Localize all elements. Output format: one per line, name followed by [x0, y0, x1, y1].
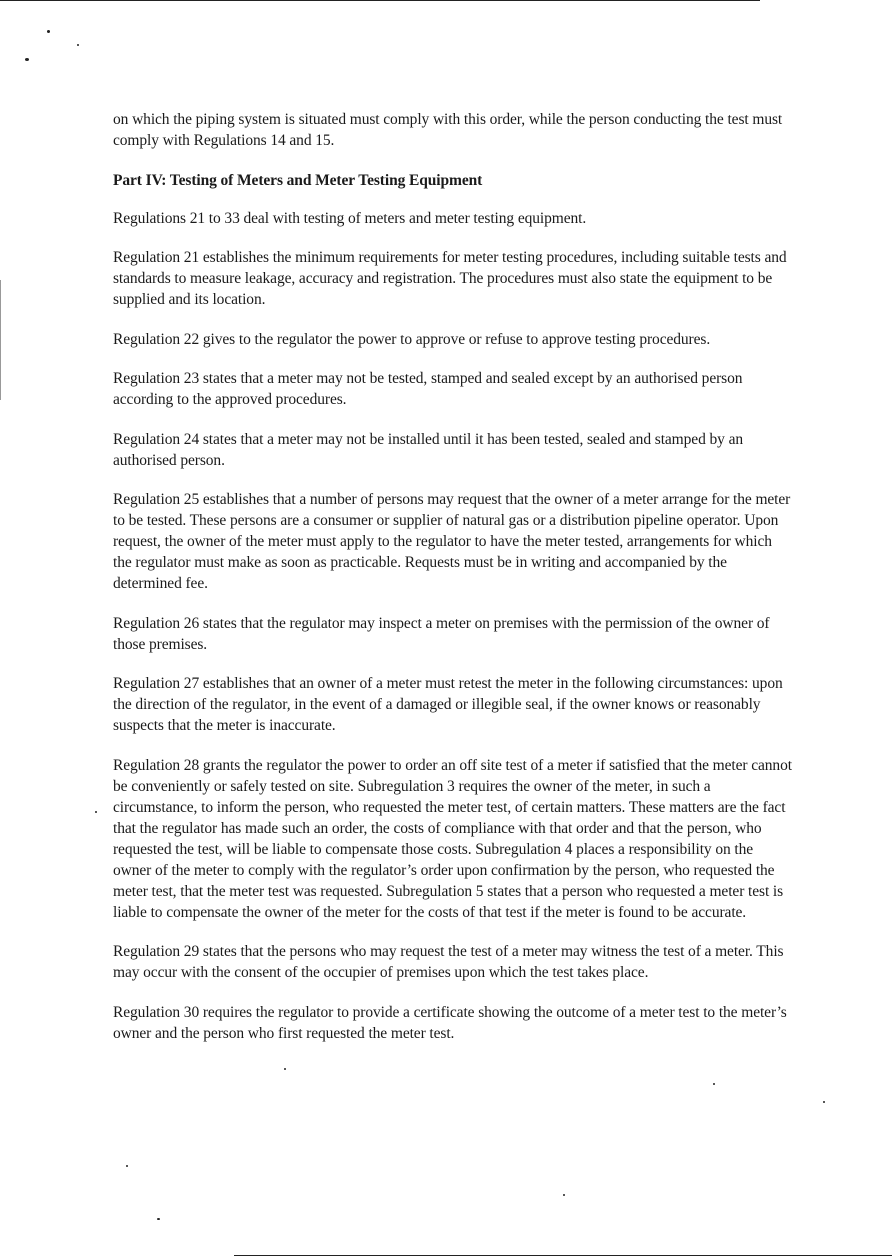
scan-speck	[25, 58, 29, 61]
paragraph-regulations-21-33: Regulations 21 to 33 deal with testing of meters and meter testing equipment.	[113, 209, 587, 227]
paragraph-regulation-30: Regulation 30 requires the regulator to provide a certificate showing the outcome of a meter test to the meter’s owner and the person who first requested the meter test.	[113, 1003, 787, 1042]
paragraph-regulation-28: Regulation 28 grants the regulator the power to order an off site test of a meter if satisfied that the meter cannot be conveniently or safely tested on site. Subregulation 3 requires the owner of the meter, in such a circumstance, to inform the person, who requested the meter test, of certain matters. These matters are the fact that the regulator has made such an order, the costs of compliance with that order and that the person, who requested the test, will be liable to compensate those costs. Subregulation 4 places a responsibility on the owner of the meter to comply with the regulator’s order upon confirmation by the person, who requested the meter test, that the meter test was requested. Subregulation 5 states that a person who requested a meter test is liable to compensate the owner of the meter for the costs of that test if the meter is found to be accurate.	[113, 756, 792, 921]
scan-speck	[823, 1101, 825, 1103]
scan-speck	[47, 30, 50, 33]
paragraph-regulation-27: Regulation 27 establishes that an owner of a meter must retest the meter in the following circumstances: upon the direction of the regulator, in the event of a damaged or illegible seal, if the owner knows or reasonably suspects that the meter is inaccurate.	[113, 675, 783, 734]
scan-speck	[284, 1068, 286, 1070]
paragraph-regulation-25: Regulation 25 establishes that a number of persons may request that the owner of a meter arrange for the meter to be tested. These persons are a consumer or supplier of natural gas or a distribution pipeline operator. Upon request, the owner of the meter must apply to the regulator to have the meter tested, arrangements for which the regulator must make as soon as practicable. Requests must be in writing and accompanied by the determined fee.	[113, 491, 791, 592]
left-scan-edge	[0, 280, 1, 400]
paragraph-regulation-26: Regulation 26 states that the regulator may inspect a meter on premises with the permission of the owner of those premises.	[113, 614, 770, 653]
paragraph-regulation-22: Regulation 22 gives to the regulator the power to approve or refuse to approve testing procedures.	[113, 330, 711, 348]
paragraph-regulation-29: Regulation 29 states that the persons who may request the test of a meter may witness the test of a meter. This may occur with the consent of the occupier of premises upon which the test takes place.	[113, 943, 784, 981]
scan-speck	[563, 1194, 565, 1196]
top-scan-rule	[0, 0, 760, 1]
scan-speck	[77, 44, 79, 46]
continuation-paragraph: on which the piping system is situated must comply with this order, while the person conducting the test must comply with Regulations 14 and 15.	[113, 111, 783, 149]
paragraph-regulation-23: Regulation 23 states that a meter may not be tested, stamped and sealed except by an authorised person according to the approved procedures.	[113, 370, 743, 408]
paragraph-regulation-24: Regulation 24 states that a meter may not be installed until it has been tested, sealed and stamped by an authorised person.	[113, 430, 743, 469]
paragraph-regulation-21: Regulation 21 establishes the minimum requirements for meter testing procedures, including suitable tests and standards to measure leakage, accuracy and registration. The procedures must also state the equipment to be supplied and its location.	[113, 249, 787, 308]
document-body	[113, 109, 793, 1062]
scan-speck	[95, 811, 97, 813]
bottom-scan-rule	[234, 1255, 892, 1256]
scan-speck	[157, 1218, 160, 1220]
section-heading: Part IV: Testing of Meters and Meter Testing Equipment	[113, 171, 483, 189]
scan-speck	[713, 1083, 715, 1085]
scan-speck	[126, 1165, 128, 1167]
